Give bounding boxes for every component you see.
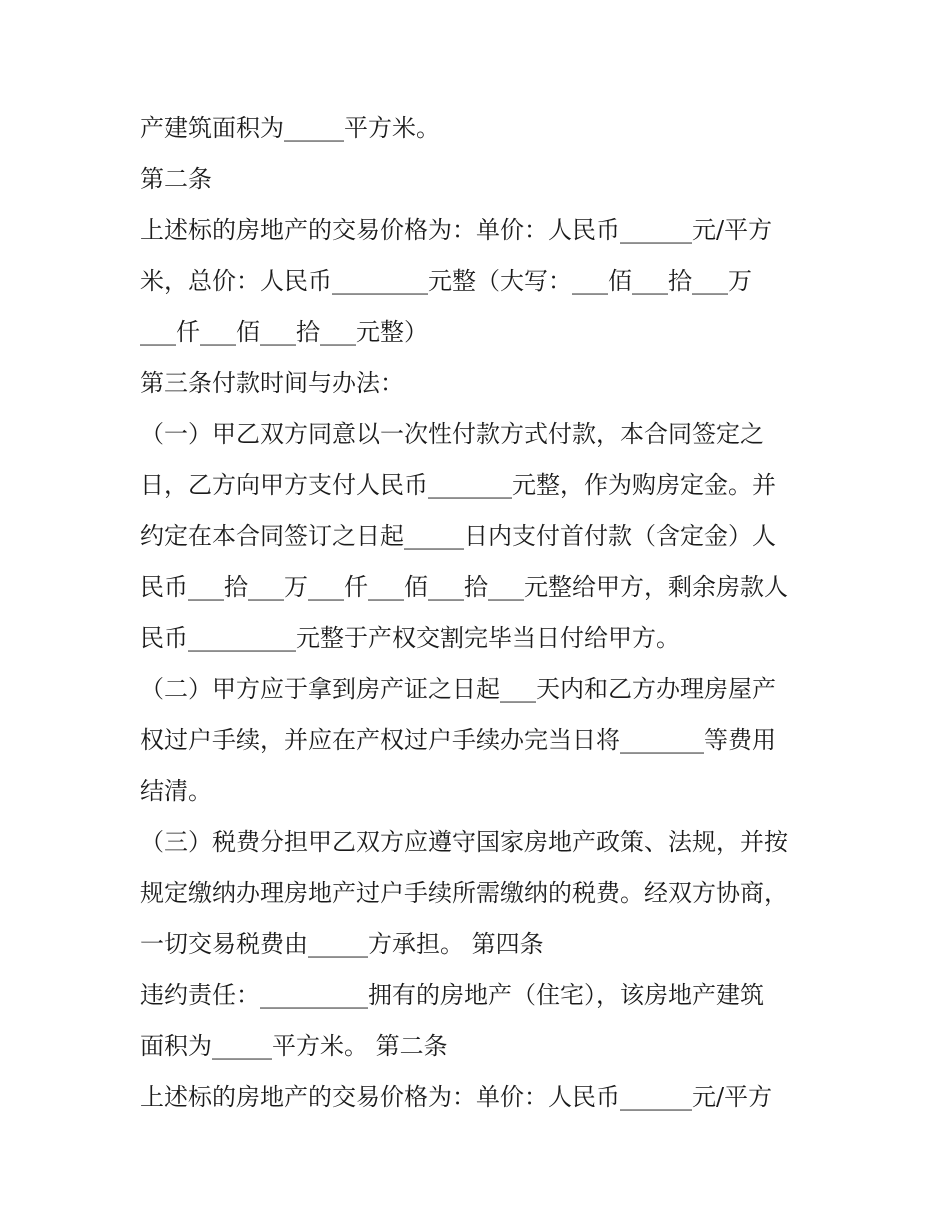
text-line: 规定缴纳办理房地产过户手续所需缴纳的税费。经双方协商， <box>140 879 788 907</box>
text-line: ___仟___佰___拾___元整） <box>140 318 428 346</box>
text-line: 民币_________元整于产权交割完毕当日付给甲方。 <box>140 624 680 652</box>
text-line: （二）甲方应于拿到房产证之日起___天内和乙方办理房屋产 <box>140 675 776 703</box>
contract-text-body <box>140 103 820 1123</box>
text-line: 民币___拾___万___仟___佰___拾___元整给甲方，剩余房款人 <box>140 573 788 601</box>
text-line: 面积为_____平方米。 第二条 <box>140 1032 448 1060</box>
text-line: 违约责任：_________拥有的房地产（住宅），该房地产建筑 <box>140 981 764 1009</box>
text-line: 权过户手续，并应在产权过户手续办完当日将_______等费用 <box>140 726 776 754</box>
text-line: 上述标的房地产的交易价格为：单价：人民币______元/平方 <box>140 216 773 244</box>
text-line: 一切交易税费由_____方承担。 第四条 <box>140 930 544 958</box>
text-line: 第三条付款时间与办法： <box>140 369 404 397</box>
text-line: 结清。 <box>140 777 212 805</box>
text-line: 米，总价：人民币________元整（大写：___佰___拾___万 <box>140 267 752 295</box>
text-line: 第二条 <box>140 165 212 193</box>
text-line: 上述标的房地产的交易价格为：单价：人民币______元/平方 <box>140 1083 773 1111</box>
text-line: （一）甲乙双方同意以一次性付款方式付款，本合同签定之 <box>140 420 764 448</box>
text-line: 约定在本合同签订之日起_____日内支付首付款（含定金）人 <box>140 522 776 550</box>
text-line: 日，乙方向甲方支付人民币_______元整，作为购房定金。并 <box>140 471 776 499</box>
text-line: 产建筑面积为_____平方米。 <box>140 114 440 142</box>
text-line: （三）税费分担甲乙双方应遵守国家房地产政策、法规，并按 <box>140 828 788 856</box>
